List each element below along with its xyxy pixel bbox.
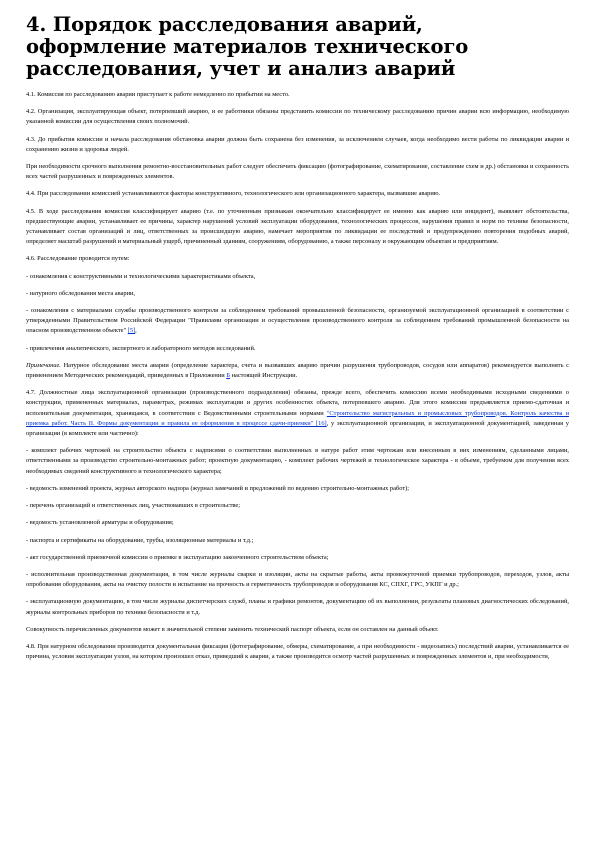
appendix-b-link[interactable]: Б bbox=[226, 372, 230, 380]
list-item-text: - паспорта и сертификаты на оборудование, трубы, изоляционные материалы и т.д.; bbox=[26, 536, 254, 544]
paragraph-4-8 bbox=[26, 642, 569, 662]
paragraph-documents-summary bbox=[26, 625, 569, 635]
paragraph-text-tail: , у эксплуатационной организации, и эксплуатационной документацией, заведенная у организации (в комплекте или частично): bbox=[26, 419, 569, 438]
note-paragraph bbox=[26, 361, 569, 381]
paragraph-4-2 bbox=[26, 107, 569, 127]
norms-reference-link[interactable]: "Строительство магистральных и промысловых трубопроводов. Контроль качества и приемка работ. Часть II. Формы документации и правила ее оформления в процессе сдачи-приемки" [16] bbox=[26, 409, 569, 427]
paragraph-text: 4.7. Должностные лица эксплуатационной организации (производственного подразделения) обязаны, прежде всего, обеспечить комиссию всеми необходимыми исходными сведениями о конструкции, примененных материалах, параметрах, режимах эксплуатации и других особенностях объекта, потерпевшего аварию. Для этого комиссии предъявляется приемо-сдаточная и исполнительная документация, хранящаяся, в соответствии с Ведомственными строительными нормами bbox=[26, 389, 569, 417]
list-item-text: - исполнительная производственная документация, в том числе журналы сварки и изоляции, акты на скрытые работы, акты промежуточной приемки трубопроводов, переходов, узлов, акты опробования оборудования, акты на очистку полости и испытание на прочность и герметичность трубопроводов и оборудования КС, СПХГ, ГРС, УКПГ и др.; bbox=[26, 570, 569, 589]
list-item bbox=[26, 553, 569, 563]
note-text-tail: настоящей Инструкции. bbox=[231, 372, 298, 380]
paragraph-4-1 bbox=[26, 90, 569, 100]
paragraph-text: 4.8. При натурном обследовании производится документальная фиксация (фотографирование, обмеры, схематирование, а при необходимости - видеозапись) последствий аварии, устанавливается ее причина, условия эксплуатации узлов, на котором произошел отказ, приведший к аварии, а также производится осмотр частей разрушенных и поврежденных элементов и, при необходимости, bbox=[26, 642, 569, 661]
list-item bbox=[26, 501, 569, 511]
list-item-text: - комплект рабочих чертежей на строительство объекта с надписями о соответствии выполненных в натуре работ этим чертежам или внесенным в них изменениям, сделанными лицами, ответственными за производство строительно-монтажных работ; проектную документацию, - комплект рабочих чертежей и технологическое характера - в объеме, требуемом для получения всех необходимых сведений конструктивного и технологического характера; bbox=[26, 447, 569, 475]
list-item bbox=[26, 344, 569, 354]
paragraph-text: 4.4. При расследовании комиссией устанавливаются факторы конструктивного, технологического или организационного характера, вызвавшие аварию. bbox=[26, 190, 441, 198]
paragraph-4-5 bbox=[26, 207, 569, 248]
paragraph-text: 4.6. Расследование проводится путем: bbox=[26, 255, 130, 263]
paragraph-text: При необходимости срочного выполнения ремонтно-восстановительных работ следует обеспечить фиксацию (фотографирование, схематирование, составление схем и др.) обстановки и сохранность всех частей разрушенных и поврежденных элементов. bbox=[26, 163, 569, 181]
list-item bbox=[26, 484, 569, 494]
paragraph-urgent-repairs bbox=[26, 162, 569, 182]
paragraph-4-3 bbox=[26, 135, 569, 155]
note-label: Примечание. bbox=[26, 361, 61, 369]
list-item-text: - акт государственной приемочной комиссии о приемке в эксплуатацию законченного строительством объекта; bbox=[26, 553, 329, 561]
paragraph-text: 4.2. Организация, эксплуатирующая объект, потерпевший аварию, и ее работники обязаны представить комиссии по техническому расследованию причин аварии всю информацию, необходимую указанной комиссии для осуществления своих полномочий. bbox=[26, 108, 569, 126]
list-item-text: - перечень организаций и ответственных лиц, участвовавших в строительстве; bbox=[26, 502, 241, 510]
list-item-text: - ознакомления с материалами службы производственного контроля за соблюдением требований промышленной безопасности, организуемой эксплуатационной организацией в соответствии с утвержденными Правительством Российской Федерации "Правилами организации и осуществления производственного контроля за соблюдением требований промышленной безопасности на опасном производственном объекте" bbox=[26, 307, 569, 335]
list-item-text: - натурного обследования места аварии, bbox=[26, 289, 136, 297]
paragraph-4-6 bbox=[26, 254, 569, 264]
reference-link-5[interactable]: [5] bbox=[127, 327, 136, 335]
list-item-text: - ведомость изменений проекта, журнал авторского надзора (журнал замечаний и предложений по ведению строительно-монтажных работ); bbox=[26, 484, 410, 492]
list-item-text: - ознакомления с конструктивными и технологическими характеристиками объекта, bbox=[26, 272, 256, 280]
list-item-text: - привлечения аналитического, экспертного и лабораторного методов исследований. bbox=[26, 344, 256, 352]
list-item bbox=[26, 518, 569, 528]
note-text: Натурное обследование места аварии (определение характера, счета и вызвавших аварию причин разрушения трубопроводов, сосудов или аппаратов) рекомендуется выполнять с применением Методических рекомендаций, приведенных в Приложении bbox=[26, 361, 569, 380]
list-item bbox=[26, 446, 569, 477]
page-title: 4. Порядок расследования аварий, оформление материалов технического расследования, учет и анализ аварий bbox=[26, 13, 469, 80]
paragraph-text: 4.5. В ходе расследования комиссия классифицирует аварию (т.е. по уточненным признакам окончательно классифицирует ее именно как аварию или инцидент), выявляет обстоятельства, предшествующие аварии, устанавливает ее причины, характер нарушений условий эксплуатации оборудования, технологических процессов, нарушения правил и норм по технике безопасности, устанавливает состав организаций и лиц, ответственных за происшедшую аварию, намечает мероприятия по ликвидации ее последствий и предупреждению повторения подобных аварий, определяет масштаб разрушений и материальный ущерб, причиненный зданиям, сооружениям, оборудованию, а также персоналу и окружающим объектам и предприятиям. bbox=[26, 207, 569, 246]
list-item bbox=[26, 272, 569, 282]
paragraph-4-4 bbox=[26, 189, 569, 199]
list-item-text: - эксплуатационную документацию, в том числе журналы диспетчерских служб, планы и графики ремонтов, документацию об их выполнении, результаты плановых диагностических обследований, журналы контрольных приборов по технике безопасности и т.д. bbox=[26, 598, 569, 616]
list-item bbox=[26, 306, 569, 337]
list-item-text: - ведомость установленной арматуры и оборудования; bbox=[26, 519, 174, 527]
list-item bbox=[26, 536, 569, 546]
paragraph-text: 4.1. Комиссия по расследованию аварии приступает к работе немедленно по прибытии на место. bbox=[26, 91, 290, 98]
list-item bbox=[26, 597, 569, 617]
list-item bbox=[26, 289, 569, 299]
paragraph-4-7 bbox=[26, 388, 569, 439]
list-item bbox=[26, 570, 569, 590]
paragraph-text: 4.3. До прибытия комиссии и начала расследования обстановка аварии должна быть сохранена без изменения, за исключением случаев, когда необходимо вести работы по ликвидации аварии и сохранению жизни и здоровья людей. bbox=[26, 135, 569, 153]
paragraph-text: Совокупность перечисленных документов может в значительной степени заменить технический паспорт объекта, если он составлен на данный объект. bbox=[26, 625, 439, 633]
list-item-text-tail: , bbox=[135, 327, 137, 335]
